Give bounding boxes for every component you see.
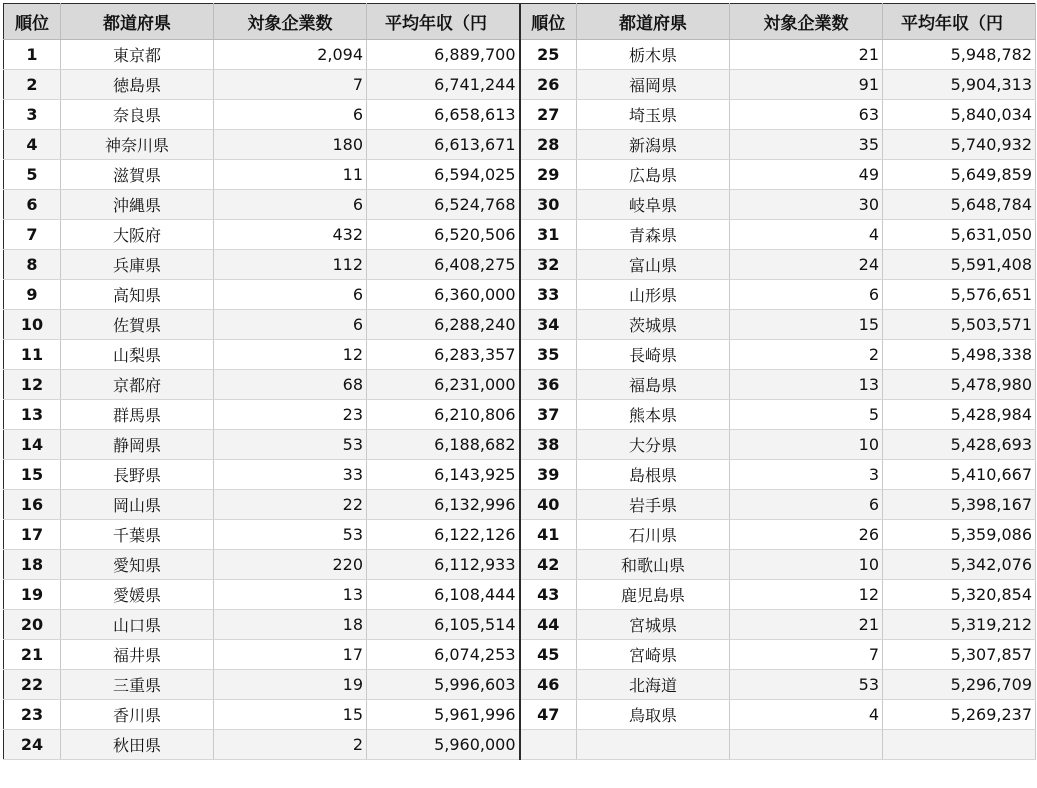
- company-count-cell: 6: [214, 100, 367, 130]
- table-row: [4, 100, 1036, 130]
- rank-cell: 16: [4, 490, 61, 520]
- prefecture-cell: 新潟県: [577, 130, 730, 160]
- table-row: [4, 610, 1036, 640]
- prefecture-cell: 島根県: [577, 460, 730, 490]
- rank-cell: 44: [520, 610, 577, 640]
- prefecture-cell: 沖縄県: [61, 190, 214, 220]
- company-count-cell: 21: [730, 610, 883, 640]
- header-prefecture-left: 都道府県: [61, 4, 214, 40]
- table-row: [4, 70, 1036, 100]
- prefecture-cell: 兵庫県: [61, 250, 214, 280]
- rank-cell: 10: [4, 310, 61, 340]
- rank-cell: 31: [520, 220, 577, 250]
- company-count-cell: 12: [730, 580, 883, 610]
- table-row: [4, 430, 1036, 460]
- prefecture-cell: 群馬県: [61, 400, 214, 430]
- prefecture-cell: 愛知県: [61, 550, 214, 580]
- company-count-cell: 22: [214, 490, 367, 520]
- prefecture-cell: 富山県: [577, 250, 730, 280]
- prefecture-cell: 鹿児島県: [577, 580, 730, 610]
- rank-cell: 12: [4, 370, 61, 400]
- table-row: [4, 190, 1036, 220]
- rank-cell: 3: [4, 100, 61, 130]
- average-salary-cell: 6,288,240: [367, 310, 520, 340]
- company-count-cell: 15: [730, 310, 883, 340]
- rank-cell: 13: [4, 400, 61, 430]
- average-salary-cell: 6,112,933: [367, 550, 520, 580]
- prefecture-cell: 埼玉県: [577, 100, 730, 130]
- rank-cell: 2: [4, 70, 61, 100]
- company-count-cell: 53: [730, 670, 883, 700]
- rank-cell: 39: [520, 460, 577, 490]
- table-row: [4, 310, 1036, 340]
- company-count-cell: 112: [214, 250, 367, 280]
- prefecture-cell: 岩手県: [577, 490, 730, 520]
- table-row: [4, 130, 1036, 160]
- average-salary-cell: 6,210,806: [367, 400, 520, 430]
- average-salary-cell: 5,296,709: [883, 670, 1036, 700]
- prefecture-cell: 栃木県: [577, 40, 730, 70]
- table-row: [4, 160, 1036, 190]
- salary-ranking-table: [3, 3, 1036, 760]
- average-salary-cell: 5,649,859: [883, 160, 1036, 190]
- prefecture-cell: 宮崎県: [577, 640, 730, 670]
- empty-cell: [577, 730, 730, 760]
- table-row: [4, 250, 1036, 280]
- prefecture-cell: 京都府: [61, 370, 214, 400]
- company-count-cell: 21: [730, 40, 883, 70]
- average-salary-cell: 6,283,357: [367, 340, 520, 370]
- company-count-cell: 19: [214, 670, 367, 700]
- average-salary-cell: 5,503,571: [883, 310, 1036, 340]
- header-company-count-left: 対象企業数: [214, 4, 367, 40]
- prefecture-cell: 三重県: [61, 670, 214, 700]
- rank-cell: 7: [4, 220, 61, 250]
- company-count-cell: 53: [214, 520, 367, 550]
- company-count-cell: 432: [214, 220, 367, 250]
- table-row: [4, 490, 1036, 520]
- prefecture-cell: 千葉県: [61, 520, 214, 550]
- company-count-cell: 3: [730, 460, 883, 490]
- company-count-cell: 4: [730, 220, 883, 250]
- company-count-cell: 13: [214, 580, 367, 610]
- rank-cell: 21: [4, 640, 61, 670]
- average-salary-cell: 5,648,784: [883, 190, 1036, 220]
- company-count-cell: 18: [214, 610, 367, 640]
- average-salary-cell: 5,840,034: [883, 100, 1036, 130]
- table-row: [4, 460, 1036, 490]
- company-count-cell: 180: [214, 130, 367, 160]
- prefecture-cell: 岡山県: [61, 490, 214, 520]
- rank-cell: 47: [520, 700, 577, 730]
- table-row: [4, 40, 1036, 70]
- company-count-cell: 12: [214, 340, 367, 370]
- rank-cell: 9: [4, 280, 61, 310]
- average-salary-cell: 6,231,000: [367, 370, 520, 400]
- table-body: [4, 40, 1036, 760]
- prefecture-cell: 滋賀県: [61, 160, 214, 190]
- company-count-cell: 4: [730, 700, 883, 730]
- rank-cell: 32: [520, 250, 577, 280]
- company-count-cell: 68: [214, 370, 367, 400]
- rank-cell: 6: [4, 190, 61, 220]
- average-salary-cell: 5,428,693: [883, 430, 1036, 460]
- average-salary-cell: 5,398,167: [883, 490, 1036, 520]
- average-salary-cell: 5,320,854: [883, 580, 1036, 610]
- prefecture-cell: 徳島県: [61, 70, 214, 100]
- average-salary-cell: 6,524,768: [367, 190, 520, 220]
- average-salary-cell: 5,904,313: [883, 70, 1036, 100]
- rank-cell: 29: [520, 160, 577, 190]
- company-count-cell: 10: [730, 430, 883, 460]
- prefecture-cell: 北海道: [577, 670, 730, 700]
- company-count-cell: 6: [730, 280, 883, 310]
- rank-cell: 43: [520, 580, 577, 610]
- rank-cell: 27: [520, 100, 577, 130]
- rank-cell: 41: [520, 520, 577, 550]
- rank-cell: 17: [4, 520, 61, 550]
- rank-cell: 8: [4, 250, 61, 280]
- company-count-cell: 5: [730, 400, 883, 430]
- rank-cell: 20: [4, 610, 61, 640]
- rank-cell: 1: [4, 40, 61, 70]
- prefecture-cell: 鳥取県: [577, 700, 730, 730]
- rank-cell: 18: [4, 550, 61, 580]
- table-row: [4, 700, 1036, 730]
- company-count-cell: 6: [214, 190, 367, 220]
- average-salary-cell: 6,105,514: [367, 610, 520, 640]
- prefecture-cell: 岐阜県: [577, 190, 730, 220]
- prefecture-cell: 青森県: [577, 220, 730, 250]
- prefecture-cell: 山口県: [61, 610, 214, 640]
- company-count-cell: 2: [214, 730, 367, 760]
- table-row: [4, 670, 1036, 700]
- table-row: [4, 220, 1036, 250]
- company-count-cell: 6: [214, 310, 367, 340]
- table-row: [4, 730, 1036, 760]
- average-salary-cell: 5,576,651: [883, 280, 1036, 310]
- table-row: [4, 340, 1036, 370]
- rank-cell: 38: [520, 430, 577, 460]
- empty-cell: [883, 730, 1036, 760]
- header-company-count-right: 対象企業数: [730, 4, 883, 40]
- prefecture-cell: 大分県: [577, 430, 730, 460]
- company-count-cell: 23: [214, 400, 367, 430]
- prefecture-cell: 長野県: [61, 460, 214, 490]
- prefecture-cell: 佐賀県: [61, 310, 214, 340]
- prefecture-cell: 愛媛県: [61, 580, 214, 610]
- company-count-cell: 11: [214, 160, 367, 190]
- rank-cell: 25: [520, 40, 577, 70]
- prefecture-cell: 茨城県: [577, 310, 730, 340]
- prefecture-cell: 長崎県: [577, 340, 730, 370]
- prefecture-cell: 山形県: [577, 280, 730, 310]
- company-count-cell: 17: [214, 640, 367, 670]
- average-salary-cell: 5,478,980: [883, 370, 1036, 400]
- prefecture-cell: 福岡県: [577, 70, 730, 100]
- company-count-cell: 2,094: [214, 40, 367, 70]
- company-count-cell: 91: [730, 70, 883, 100]
- header-rank-right: 順位: [520, 4, 577, 40]
- rank-cell: 42: [520, 550, 577, 580]
- average-salary-cell: 5,307,857: [883, 640, 1036, 670]
- table-row: [4, 550, 1036, 580]
- prefecture-cell: 宮城県: [577, 610, 730, 640]
- average-salary-cell: 5,342,076: [883, 550, 1036, 580]
- company-count-cell: 6: [730, 490, 883, 520]
- table-row: [4, 520, 1036, 550]
- prefecture-cell: 大阪府: [61, 220, 214, 250]
- company-count-cell: 63: [730, 100, 883, 130]
- company-count-cell: 24: [730, 250, 883, 280]
- company-count-cell: 33: [214, 460, 367, 490]
- average-salary-cell: 5,948,782: [883, 40, 1036, 70]
- empty-cell: [730, 730, 883, 760]
- company-count-cell: 7: [730, 640, 883, 670]
- rank-cell: 26: [520, 70, 577, 100]
- prefecture-cell: 奈良県: [61, 100, 214, 130]
- header-average-salary-left: 平均年収（円: [367, 4, 520, 40]
- average-salary-cell: 5,960,000: [367, 730, 520, 760]
- average-salary-cell: 5,631,050: [883, 220, 1036, 250]
- rank-cell: 37: [520, 400, 577, 430]
- rank-cell: 34: [520, 310, 577, 340]
- empty-cell: [520, 730, 577, 760]
- prefecture-cell: 高知県: [61, 280, 214, 310]
- average-salary-cell: 6,132,996: [367, 490, 520, 520]
- rank-cell: 30: [520, 190, 577, 220]
- average-salary-cell: 5,428,984: [883, 400, 1036, 430]
- company-count-cell: 53: [214, 430, 367, 460]
- company-count-cell: 2: [730, 340, 883, 370]
- average-salary-cell: 6,889,700: [367, 40, 520, 70]
- table-row: [4, 280, 1036, 310]
- table-row: [4, 370, 1036, 400]
- prefecture-cell: 東京都: [61, 40, 214, 70]
- prefecture-cell: 神奈川県: [61, 130, 214, 160]
- average-salary-cell: 6,074,253: [367, 640, 520, 670]
- prefecture-cell: 福井県: [61, 640, 214, 670]
- company-count-cell: 220: [214, 550, 367, 580]
- rank-cell: 19: [4, 580, 61, 610]
- table-row: [4, 580, 1036, 610]
- prefecture-cell: 秋田県: [61, 730, 214, 760]
- rank-cell: 35: [520, 340, 577, 370]
- company-count-cell: 49: [730, 160, 883, 190]
- average-salary-cell: 6,360,000: [367, 280, 520, 310]
- prefecture-cell: 広島県: [577, 160, 730, 190]
- rank-cell: 22: [4, 670, 61, 700]
- company-count-cell: 26: [730, 520, 883, 550]
- company-count-cell: 7: [214, 70, 367, 100]
- rank-cell: 28: [520, 130, 577, 160]
- company-count-cell: 6: [214, 280, 367, 310]
- company-count-cell: 10: [730, 550, 883, 580]
- prefecture-cell: 福島県: [577, 370, 730, 400]
- rank-cell: 4: [4, 130, 61, 160]
- header-row: [4, 4, 1036, 40]
- header-average-salary-right: 平均年収（円: [883, 4, 1036, 40]
- average-salary-cell: 6,188,682: [367, 430, 520, 460]
- header-rank-left: 順位: [4, 4, 61, 40]
- average-salary-cell: 5,269,237: [883, 700, 1036, 730]
- average-salary-cell: 5,498,338: [883, 340, 1036, 370]
- rank-cell: 11: [4, 340, 61, 370]
- average-salary-cell: 6,594,025: [367, 160, 520, 190]
- rank-cell: 46: [520, 670, 577, 700]
- average-salary-cell: 5,591,408: [883, 250, 1036, 280]
- rank-cell: 40: [520, 490, 577, 520]
- rank-cell: 5: [4, 160, 61, 190]
- rank-cell: 45: [520, 640, 577, 670]
- rank-cell: 24: [4, 730, 61, 760]
- table-row: [4, 640, 1036, 670]
- rank-cell: 15: [4, 460, 61, 490]
- header-prefecture-right: 都道府県: [577, 4, 730, 40]
- average-salary-cell: 6,658,613: [367, 100, 520, 130]
- prefecture-cell: 香川県: [61, 700, 214, 730]
- prefecture-cell: 山梨県: [61, 340, 214, 370]
- rank-cell: 33: [520, 280, 577, 310]
- average-salary-cell: 5,319,212: [883, 610, 1036, 640]
- company-count-cell: 30: [730, 190, 883, 220]
- average-salary-cell: 6,108,444: [367, 580, 520, 610]
- rank-cell: 36: [520, 370, 577, 400]
- prefecture-cell: 和歌山県: [577, 550, 730, 580]
- average-salary-cell: 6,741,244: [367, 70, 520, 100]
- company-count-cell: 15: [214, 700, 367, 730]
- prefecture-cell: 静岡県: [61, 430, 214, 460]
- company-count-cell: 35: [730, 130, 883, 160]
- average-salary-cell: 5,410,667: [883, 460, 1036, 490]
- average-salary-cell: 6,520,506: [367, 220, 520, 250]
- prefecture-cell: 石川県: [577, 520, 730, 550]
- table-row: [4, 400, 1036, 430]
- rank-cell: 14: [4, 430, 61, 460]
- average-salary-cell: 6,122,126: [367, 520, 520, 550]
- average-salary-cell: 5,961,996: [367, 700, 520, 730]
- company-count-cell: 13: [730, 370, 883, 400]
- average-salary-cell: 6,143,925: [367, 460, 520, 490]
- average-salary-cell: 6,613,671: [367, 130, 520, 160]
- rank-cell: 23: [4, 700, 61, 730]
- prefecture-cell: 熊本県: [577, 400, 730, 430]
- average-salary-cell: 5,996,603: [367, 670, 520, 700]
- average-salary-cell: 6,408,275: [367, 250, 520, 280]
- average-salary-cell: 5,740,932: [883, 130, 1036, 160]
- average-salary-cell: 5,359,086: [883, 520, 1036, 550]
